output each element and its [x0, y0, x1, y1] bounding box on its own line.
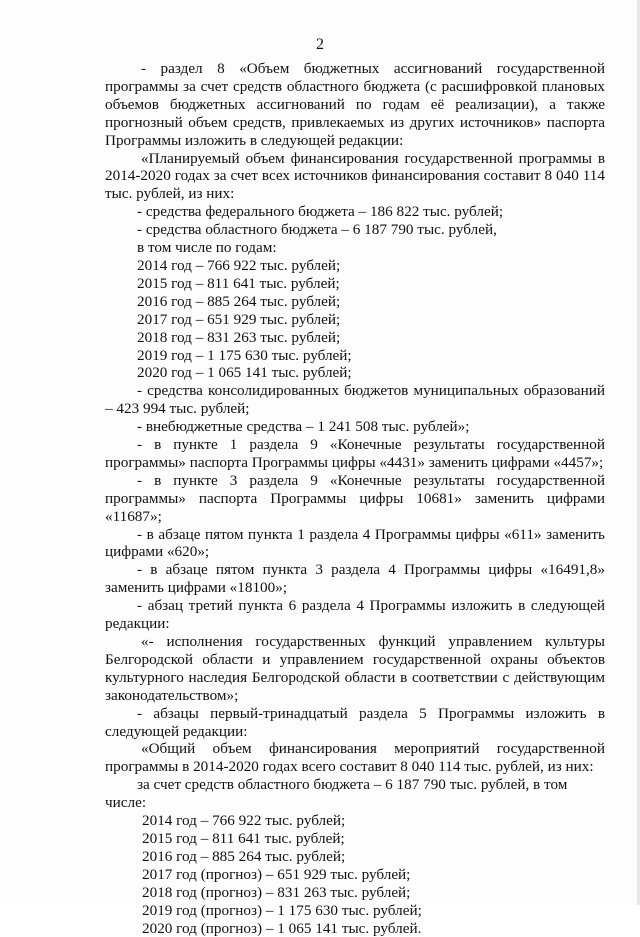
year-item: 2020 год (прогноз) – 1 065 141 тыс. рублей.: [105, 920, 605, 937]
paragraph-planned-financing: «Планируемый объем финансирования государственной программы в 2014-2020 годах за счет всех источников финансирования составит 8 040 114 тыс. рублей, из них:: [105, 150, 605, 204]
paragraph-regional-budget-total: за счет средств областного бюджета – 6 187 790 тыс. рублей, в том числе:: [105, 776, 605, 812]
list-item-section-5: - абзацы первый-тринадцатый раздела 5 Программы изложить в следующей редакции:: [105, 705, 605, 741]
paragraph-total-financing: «Общий объем финансирования мероприятий государственной программы в 2014-2020 годах всего составит 8 040 114 тыс. рублей, из них:: [105, 740, 605, 776]
paragraph-state-functions: «- исполнения государственных функций управлением культуры Белгородской области и управлением государственной охраны объектов культурного наследия Белгородской области в соответствии с действующим законодательством»;: [105, 633, 605, 705]
list-item-municipal-budgets: - средства консолидированных бюджетов муниципальных образований – 423 994 тыс. рублей;: [105, 382, 605, 418]
years-list-2: [105, 812, 605, 937]
list-item-point-6-section-4: - абзац третий пункта 6 раздела 4 Программы изложить в следующей редакции:: [105, 597, 605, 633]
year-item: 2018 год – 831 263 тыс. рублей;: [105, 329, 605, 347]
page-number: 2: [0, 36, 640, 54]
list-item-point-3-section-4: - в абзаце пятом пункта 3 раздела 4 Программы цифры «16491,8» заменить цифрами «18100»;: [105, 561, 605, 597]
list-item-point-1-section-4: - в абзаце пятом пункта 1 раздела 4 Программы цифры «611» заменить цифрами «620»;: [105, 526, 605, 562]
list-item-regional-budget: - средства областного бюджета – 6 187 790 тыс. рублей,: [105, 221, 605, 239]
list-item-point-1-section-9: - в пункте 1 раздела 9 «Конечные результаты государственной программы» паспорта Программы цифры «4431» заменить цифрами «4457»;: [105, 436, 605, 472]
year-item: 2014 год – 766 922 тыс. рублей;: [105, 257, 605, 275]
year-item: 2015 год – 811 641 тыс. рублей;: [105, 275, 605, 293]
paragraph-section-8: - раздел 8 «Объем бюджетных ассигнований государственной программы за счет средств областного бюджета (с расшифровкой плановых объемов бюджетных ассигнований по годам её реализации), а также прогнозный объем средств, привлекаемых из других источников» паспорта Программы изложить в следующей редакции:: [105, 60, 605, 150]
year-item: 2017 год – 651 929 тыс. рублей;: [105, 311, 605, 329]
year-item: 2019 год – 1 175 630 тыс. рублей;: [105, 347, 605, 365]
year-item: 2016 год – 885 264 тыс. рублей;: [105, 848, 605, 866]
paragraph-by-years: в том числе по годам:: [105, 239, 605, 257]
year-item: 2014 год – 766 922 тыс. рублей;: [105, 812, 605, 830]
list-item-extrabudgetary: - внебюджетные средства – 1 241 508 тыс. рублей»;: [105, 418, 605, 436]
years-list-1: [105, 257, 605, 382]
list-item-point-3-section-9: - в пункте 3 раздела 9 «Конечные результаты государственной программы» паспорта Программы цифры 10681» заменить цифрами «11687»;: [105, 472, 605, 526]
document-body: [105, 60, 605, 937]
year-item: 2015 год – 811 641 тыс. рублей;: [105, 830, 605, 848]
year-item: 2016 год – 885 264 тыс. рублей;: [105, 293, 605, 311]
year-item: 2019 год (прогноз) – 1 175 630 тыс. рублей;: [105, 902, 605, 920]
year-item: 2017 год (прогноз) – 651 929 тыс. рублей;: [105, 866, 605, 884]
list-item-federal-budget: - средства федерального бюджета – 186 822 тыс. рублей;: [105, 203, 605, 221]
year-item: 2018 год (прогноз) – 831 263 тыс. рублей;: [105, 884, 605, 902]
year-item: 2020 год – 1 065 141 тыс. рублей;: [105, 364, 605, 382]
